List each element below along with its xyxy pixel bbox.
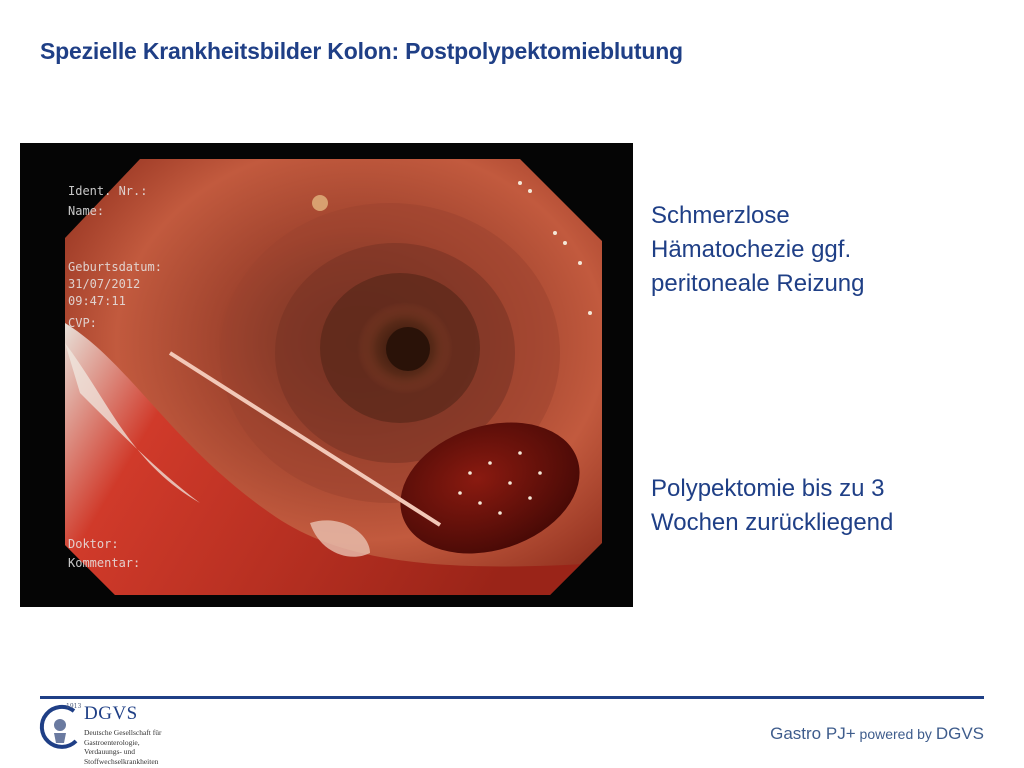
dgvs-logo — [38, 703, 238, 765]
brand-name: Gastro PJ+ — [770, 724, 856, 743]
text-line: Polypektomie bis zu 3 — [651, 475, 885, 502]
text-line: Schmerzlose — [651, 202, 790, 229]
text-block-symptoms — [651, 199, 991, 301]
overlay-line: Geburtsdatum: — [68, 260, 162, 274]
logo-name: DGVS — [84, 703, 138, 724]
logo-subtitle-line: Stoffwechselkrankheiten — [84, 756, 159, 766]
brand-dgvs: DGVS — [935, 724, 984, 743]
dgvs-emblem-icon — [38, 703, 82, 751]
logo-year: 1913 — [66, 703, 82, 710]
text-line: Wochen zurückliegend — [651, 509, 894, 536]
overlay-line: Doktor: — [68, 537, 119, 551]
endoscopy-image — [20, 143, 633, 607]
text-block-history — [651, 472, 991, 540]
footer-divider — [40, 696, 984, 699]
overlay-line: Kommentar: — [68, 556, 141, 570]
overlay-line: 09:47:11 — [68, 294, 126, 308]
footer-brand — [770, 724, 984, 744]
text-line: Hämatochezie ggf. — [651, 236, 852, 263]
logo-subtitle — [84, 728, 234, 766]
logo-subtitle-line: Verdauungs- und — [84, 747, 136, 756]
logo-subtitle-line: Gastroenterologie, — [84, 737, 140, 747]
text-line: peritoneale Reizung — [651, 270, 865, 297]
brand-powered-by: powered by — [855, 726, 936, 742]
overlay-line: Name: — [68, 204, 105, 218]
overlay-line: 31/07/2012 — [68, 277, 141, 291]
overlay-line: Ident. Nr.: — [68, 184, 148, 198]
endoscopy-illustration — [20, 143, 633, 607]
overlay-line: CVP: — [68, 316, 97, 330]
slide-title: Spezielle Krankheitsbilder Kolon: Postpolypektomieblutung — [40, 38, 683, 64]
logo-subtitle-line: Deutsche Gesellschaft für — [84, 728, 162, 737]
